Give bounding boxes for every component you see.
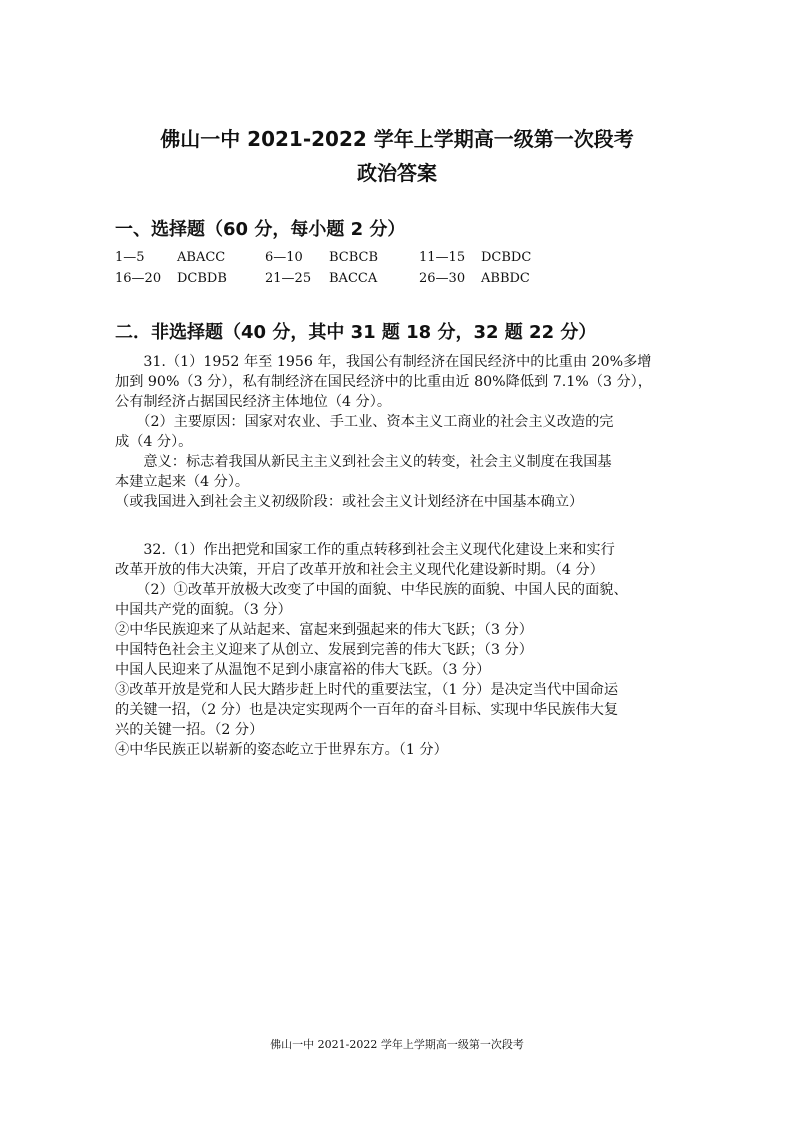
question-range: 6—10 bbox=[265, 250, 303, 265]
document-subtitle: 政治答案 bbox=[357, 161, 437, 185]
question-range: 1—5 bbox=[115, 250, 145, 265]
section-heading-multiple-choice: 一、选择题（60 分，每小题 2 分） bbox=[115, 219, 406, 240]
page-footer: 佛山一中 2021-2022 学年上学期高一级第一次段考 bbox=[270, 1038, 524, 1051]
answer-letters: BCBCB bbox=[329, 250, 379, 265]
question-31-answer bbox=[115, 352, 695, 512]
answer-line: ④中华民族正以崭新的姿态屹立于世界东方。（1 分） bbox=[115, 742, 448, 758]
question-range: 21—25 bbox=[265, 271, 312, 286]
answer-line: 中国特色社会主义迎来了从创立、发展到完善的伟大飞跃；（3 分） bbox=[115, 642, 533, 658]
question-range: 26—30 bbox=[419, 271, 466, 286]
answer-line: （2）①改革开放极大改变了中国的面貌、中华民族的面貌、中国人民的面貌、 bbox=[115, 582, 628, 598]
answer-line: 意义：标志着我国从新民主主义到社会主义的转变，社会主义制度在我国基 bbox=[115, 454, 612, 470]
answer-letters: ABACC bbox=[177, 250, 226, 265]
answer-line: 改革开放的伟大决策，开启了改革开放和社会主义现代化建设新时期。（4 分） bbox=[115, 562, 604, 578]
answer-line: （或我国进入到社会主义初级阶段：或社会主义计划经济在中国基本确立） bbox=[115, 494, 584, 510]
answer-line: 中国共产党的面貌。（3 分） bbox=[115, 602, 292, 618]
answer-letters: DCBDB bbox=[177, 271, 227, 286]
answer-line: 32.（1）作出把党和国家工作的重点转移到社会主义现代化建设上来和实行 bbox=[115, 542, 615, 558]
answer-line: 兴的关键一招。（2 分） bbox=[115, 722, 264, 738]
answer-line: ③改革开放是党和人民大踏步赶上时代的重要法宝，（1 分）是决定当代中国命运 bbox=[115, 682, 619, 698]
answer-line: 31.（1）1952 年至 1956 年，我国公有制经济在国民经济中的比重由 20%多增 bbox=[115, 354, 652, 370]
question-32-answer bbox=[115, 540, 695, 760]
answer-line: 成（4 分）。 bbox=[115, 434, 193, 450]
answer-line: 加到 90%（3 分），私有制经济在国民经济中的比重由近 80%降低到 7.1%（3 分）， bbox=[115, 374, 652, 390]
answer-line: （2）主要原因：国家对农业、手工业、资本主义工商业的社会主义改造的完 bbox=[115, 414, 614, 430]
answer-letters: BACCA bbox=[329, 271, 378, 286]
answer-line: 中国人民迎来了从温饱不足到小康富裕的伟大飞跃。（3 分） bbox=[115, 662, 491, 678]
question-range: 11—15 bbox=[419, 250, 466, 265]
answer-line: 本建立起来（4 分）。 bbox=[115, 474, 250, 490]
section-heading-free-response: 二．非选择题（40 分，其中 31 题 18 分，32 题 22 分） bbox=[115, 322, 597, 343]
answer-line: 公有制经济占据国民经济主体地位（4 分）。 bbox=[115, 394, 392, 410]
document-title: 佛山一中 2021-2022 学年上学期高一级第一次段考 bbox=[160, 127, 634, 151]
answer-letters: DCBDC bbox=[481, 250, 532, 265]
answer-line: 的关键一招，（2 分）也是决定实现两个一百年的奋斗目标、实现中华民族伟大复 bbox=[115, 702, 619, 718]
answer-letters: ABBDC bbox=[481, 271, 530, 286]
question-range: 16—20 bbox=[115, 271, 162, 286]
answer-line: ②中华民族迎来了从站起来、富起来到强起来的伟大飞跃；（3 分） bbox=[115, 622, 533, 638]
